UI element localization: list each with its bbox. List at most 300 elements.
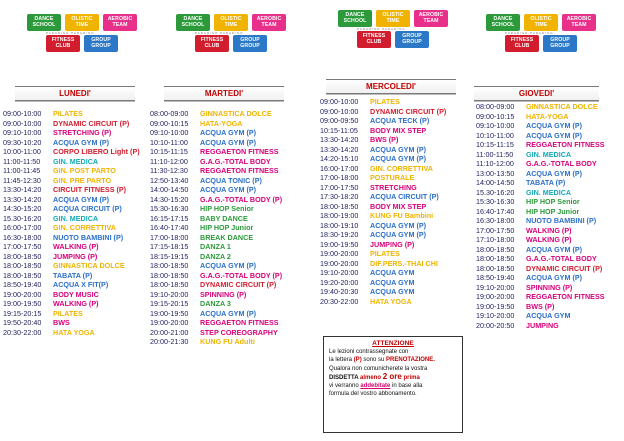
class-time: 18:50-19:40 [476, 273, 515, 282]
class-time: 08:00-09:00 [150, 109, 189, 118]
schedule-row [150, 214, 282, 224]
class-activity: ACQUA TECK (P) [370, 116, 430, 125]
schedule-row [320, 259, 446, 269]
class-time: 18:50-19:40 [3, 280, 42, 289]
schedule-row [320, 297, 446, 307]
class-time: 19:20-20:00 [320, 277, 359, 287]
class-activity: ACQUA X FIT(P) [53, 280, 109, 289]
class-time: 19:10-20:00 [320, 268, 359, 277]
class-activity: G.A.G.-TOTAL BODY [200, 156, 271, 166]
class-activity: BWS (P) [526, 301, 555, 311]
class-time: 16:30-18:00 [3, 232, 42, 242]
class-time: 18:00-18:50 [150, 261, 189, 270]
class-activity: STEP COREOGRAPHY [200, 327, 278, 337]
schedule-row [476, 321, 605, 331]
class-time: 09:10-10:00 [3, 128, 42, 137]
class-activity: DANZA 2 [200, 251, 231, 261]
class-time: 18:00-18:50 [3, 261, 42, 270]
schedule-row [320, 249, 446, 259]
class-time: 20:00-20:50 [476, 320, 515, 330]
schedule-row [150, 147, 282, 157]
schedule-row [150, 318, 282, 328]
schedule-row [320, 240, 446, 250]
schedule-row [476, 112, 605, 122]
class-time: 09:10-10:00 [476, 121, 515, 130]
brand-logo: AEROBIC TEAM [562, 14, 596, 31]
class-activity: ACQUA GYM (P) [526, 273, 583, 282]
brand-logo: AEROBIC TEAM [103, 14, 137, 31]
brand-logo: FITNESS CLUB [46, 35, 80, 52]
class-activity: DYNAMIC CIRCUIT (P) [526, 263, 603, 273]
class-activity: ACQUA GYM (P) [370, 230, 427, 239]
class-activity: ACQUA CIRCUIT (P) [53, 204, 122, 213]
class-time: 13:30-14:20 [320, 135, 359, 144]
schedule-row [150, 242, 282, 252]
class-activity: HATA-YOGA [200, 118, 243, 128]
class-activity: WALKING (P) [526, 235, 572, 244]
schedule-row [3, 214, 140, 224]
class-activity: ACQUA TONIC (P) [200, 175, 262, 185]
schedule-row [476, 169, 605, 179]
class-time: 15:30-16:30 [476, 197, 515, 206]
schedule-list [476, 102, 605, 330]
schedule-row [320, 107, 446, 117]
class-time: 20:30-22:00 [320, 296, 359, 306]
schedule-list [320, 97, 446, 306]
logo-group [27, 14, 165, 74]
schedule-row [320, 230, 446, 240]
logo-group [338, 10, 476, 70]
class-activity: GIN. PRE PARTO [53, 175, 112, 185]
class-activity: GIN. MEDICA [526, 149, 572, 159]
schedule-row [3, 166, 140, 176]
schedule-row [476, 311, 605, 321]
class-activity: HATA-YOGA [526, 111, 569, 121]
class-time: 10:10-11:00 [476, 130, 514, 140]
schedule-row [320, 126, 446, 136]
class-activity: GIN. MEDICA [526, 187, 572, 197]
class-activity: GIN. MEDICA [53, 156, 99, 166]
schedule-list [150, 109, 282, 347]
class-time: 11:10-12:00 [476, 159, 514, 168]
class-activity: SPINNING (P) [526, 282, 573, 292]
schedule-row [150, 176, 282, 186]
class-time: 19:00-20:00 [320, 249, 359, 258]
class-time: 14:30-15:20 [150, 194, 189, 204]
class-activity: DYNAMIC CIRCUIT (P) [370, 106, 447, 116]
class-activity: STRETCHING (P) [53, 128, 112, 137]
day-column-mercoledi [320, 10, 476, 306]
schedule-row [150, 204, 282, 214]
class-activity: TABATA (P) [526, 178, 566, 187]
schedule-row [3, 290, 140, 300]
notice-line: Le lezioni contrassegnate con [329, 349, 409, 356]
class-activity: ACQUA GYM (P) [526, 130, 583, 140]
schedule-row [320, 173, 446, 183]
class-activity: HIP HOP Junior [526, 206, 580, 216]
class-time: 09:00-10:15 [476, 111, 515, 121]
schedule-row [476, 178, 605, 188]
class-time: 13:30-14:20 [3, 185, 42, 194]
class-time: 11:30-12:30 [150, 166, 188, 175]
schedule-row [476, 197, 605, 207]
notice-line: Qualora non comunicherete la vostra [329, 365, 428, 372]
class-time: 18:00-18:50 [320, 201, 359, 211]
schedule-row [3, 176, 140, 186]
class-time: 09:00-10:00 [3, 109, 42, 118]
schedule-row [3, 242, 140, 252]
class-activity: ACQUA GYM (P) [200, 185, 257, 194]
class-time: 16:40-17:40 [476, 206, 515, 216]
class-time: 15.30-16:20 [3, 213, 42, 223]
class-activity: PILATES [53, 109, 83, 118]
brand-logo: OLISTIC TIME [376, 10, 410, 27]
day-header: GIOVEDI' [474, 86, 599, 101]
schedule-row [3, 138, 140, 148]
schedule-list [3, 109, 140, 337]
class-time: 18:00-19:10 [320, 220, 359, 230]
schedule-row [320, 154, 446, 164]
brand-logo: GROUP GROUP [84, 35, 118, 52]
schedule-row [150, 109, 282, 119]
class-activity: PILATES [53, 308, 83, 318]
class-activity: ACQUA GYM (P) [526, 121, 583, 130]
class-time: 20:00-21:30 [150, 337, 189, 346]
class-activity: G.A.G.-TOTAL BODY (P) [200, 270, 283, 280]
schedule-row [320, 278, 446, 288]
class-time: 10:15-11:15 [150, 147, 188, 156]
class-time: 19:00-19:50 [3, 299, 42, 308]
class-activity: GIN. CORRETTIVA [370, 163, 433, 173]
class-activity: HATA YOGA [370, 296, 412, 306]
class-activity: REGGAETON FITNESS [200, 147, 279, 156]
class-activity: REGGAETON FITNESS [526, 140, 605, 149]
class-time: 19:00-19:50 [320, 239, 359, 249]
brand-logo: OLISTIC TIME [214, 14, 248, 31]
brand-logo: GROUP GROUP [233, 35, 267, 52]
class-time: 18:00-18:50 [476, 244, 515, 254]
class-time: 16:40-17:40 [150, 223, 189, 232]
schedule-row [476, 159, 605, 169]
class-activity: REGGAETON FITNESS [200, 166, 279, 175]
class-activity: SPINNING (P) [200, 289, 247, 299]
class-time: 09:00-10:00 [3, 118, 42, 128]
class-time: 19:15-20:15 [150, 299, 189, 308]
brand-logo: GROUP GROUP [395, 31, 429, 48]
brand-logo: FITNESS CLUB [505, 35, 539, 52]
schedule-row [3, 309, 140, 319]
class-time: 15.30-16:20 [476, 187, 515, 197]
class-activity: ACQUA GYM (P) [526, 244, 583, 254]
class-time: 11:10-12:00 [150, 156, 188, 166]
schedule-row [150, 233, 282, 243]
class-activity: ACQUA GYM (P) [200, 308, 257, 318]
brand-logo: DANCE SCHOOL [176, 14, 210, 31]
schedule-row [320, 135, 446, 145]
day-column-lunedi [3, 14, 165, 337]
class-time: 10:15-11:05 [320, 125, 358, 135]
class-activity: DYNAMIC CIRCUIT (P) [53, 118, 130, 128]
class-time: 19:15-20:15 [3, 308, 42, 318]
brand-logo: GROUP GROUP [543, 35, 577, 52]
schedule-row [3, 271, 140, 281]
class-activity: JUMPING (P) [370, 239, 415, 249]
class-time: 18:15-19:15 [150, 251, 189, 261]
brand-logo: AEROBIC TEAM [414, 10, 448, 27]
schedule-row [476, 140, 605, 150]
class-activity: ACQUA GYM [370, 287, 415, 296]
brand-logo: FITNESS CLUB [195, 35, 229, 52]
class-time: 09:10-10:00 [150, 128, 189, 137]
class-time: 17:00-18:00 [150, 232, 189, 242]
class-time: 20:00-21:00 [150, 327, 189, 337]
class-activity: PILATES [370, 97, 400, 106]
class-activity: G.A.G.-TOTAL BODY [526, 254, 597, 263]
logo-group [486, 14, 624, 74]
class-time: 19:00-20:00 [3, 289, 42, 299]
class-time: 19:00-19:50 [150, 308, 189, 318]
class-time: 16:30-18:00 [476, 216, 515, 225]
schedule-row [150, 138, 282, 148]
brand-tagline: PARADISO PARADISO [357, 27, 406, 31]
schedule-row [3, 185, 140, 195]
schedule-row [150, 166, 282, 176]
schedule-row [476, 254, 605, 264]
schedule-row [150, 252, 282, 262]
class-activity: ACQUA GYM (P) [370, 220, 427, 230]
class-time: 13:30-14:20 [3, 194, 42, 204]
schedule-row [320, 221, 446, 231]
class-time: 19:00-20:00 [150, 318, 189, 327]
schedule-row [476, 207, 605, 217]
schedule-row [150, 299, 282, 309]
class-activity: JUMPING (P) [53, 251, 98, 261]
class-time: 19:10-20:00 [476, 282, 515, 292]
schedule-row [476, 292, 605, 302]
class-time: 18:00-18:50 [3, 270, 42, 280]
class-activity: NUOTO BAMBINI (P) [53, 232, 124, 242]
class-activity: POSTURALE [370, 173, 415, 182]
class-time: 09:30-10:20 [3, 137, 42, 147]
class-activity: BODY MIX STEP [370, 125, 427, 135]
day-column-giovedi [474, 14, 624, 330]
class-activity: ACQUA GYM [370, 268, 415, 277]
class-time: 17:00-17:50 [3, 242, 42, 251]
class-activity: ACQUA GYM (P) [53, 194, 110, 204]
class-activity: ACQUA GYM (P) [370, 154, 427, 163]
class-time: 18:00-18:50 [476, 254, 515, 263]
class-time: 16:00-17:00 [320, 163, 359, 173]
schedule-row [476, 245, 605, 255]
class-time: 09:00-09:50 [320, 116, 359, 125]
class-activity: HIP HOP Senior [526, 197, 580, 206]
class-time: 13:30-14:20 [320, 144, 359, 154]
schedule-row [476, 283, 605, 293]
schedule-row [3, 318, 140, 328]
class-activity: BWS (P) [370, 135, 399, 144]
schedule-row [476, 273, 605, 283]
class-activity: DIF.PERS.-THAI CHI [370, 258, 438, 268]
class-activity: GINNASTICA DOLCE [526, 102, 598, 111]
logo-group [176, 14, 314, 74]
schedule-row [476, 226, 605, 236]
class-time: 16:00-17:00 [3, 223, 42, 232]
schedule-row [150, 195, 282, 205]
class-activity: WALKING (P) [53, 242, 99, 251]
schedule-row [3, 109, 140, 119]
class-activity: HIP HOP Junior [200, 223, 254, 232]
class-time: 19:40-20:30 [320, 287, 359, 296]
schedule-row [3, 233, 140, 243]
class-activity: G.A.G.-TOTAL BODY (P) [200, 194, 283, 204]
class-time: 18:30-19:20 [320, 230, 359, 239]
schedule-row [150, 328, 282, 338]
class-activity: WALKING (P) [53, 299, 99, 308]
schedule-row [476, 131, 605, 141]
class-time: 17:00-17:50 [476, 225, 515, 235]
brand-logo: DANCE SCHOOL [27, 14, 61, 31]
class-activity: G.A.G.-TOTAL BODY [526, 159, 597, 168]
class-time: 12:50-13:40 [150, 175, 189, 185]
class-activity: BODY MIX STEP [370, 201, 427, 211]
class-time: 19:10-20:00 [476, 311, 515, 320]
class-time: 09:00-10:00 [320, 106, 359, 116]
schedule-row [150, 223, 282, 233]
schedule-row [320, 145, 446, 155]
schedule-row [3, 195, 140, 205]
class-activity: ACQUA GYM (P) [200, 261, 257, 270]
class-activity: BABY DANCE [200, 213, 248, 223]
schedule-row [320, 287, 446, 297]
class-time: 18:00-19:00 [320, 211, 359, 220]
schedule-row [150, 157, 282, 167]
schedule-row [150, 185, 282, 195]
class-time: 10:00-11:00 [3, 147, 41, 156]
schedule-row [150, 290, 282, 300]
class-time: 20:30-22:00 [3, 327, 42, 337]
class-time: 17:00-18:00 [320, 173, 359, 182]
class-time: 10:10-11:00 [150, 137, 188, 147]
class-activity: KUNG FU Bambini [370, 211, 434, 220]
class-activity: ACQUA CIRCUIT (P) [370, 192, 439, 201]
class-activity: DANZA 3 [200, 299, 231, 308]
class-time: 19:10-20:00 [150, 289, 189, 299]
class-activity: REGGAETON FITNESS [526, 292, 605, 301]
schedule-row [150, 128, 282, 138]
class-activity: PILATES [370, 249, 400, 258]
schedule-row [476, 302, 605, 312]
class-time: 19:00-19:50 [476, 301, 515, 311]
brand-logo: OLISTIC TIME [65, 14, 99, 31]
schedule-row [476, 121, 605, 131]
class-time: 14:30-15:20 [3, 204, 42, 213]
class-activity: DANZA 1 [200, 242, 231, 251]
class-time: 14:00-14:50 [150, 185, 189, 194]
brand-logo: FITNESS CLUB [357, 31, 391, 48]
schedule-row [320, 183, 446, 193]
class-activity: CIRCUIT FITNESS (P) [53, 185, 127, 194]
class-time: 08:00-09:00 [476, 102, 515, 111]
schedule-row [150, 280, 282, 290]
class-activity: GIN. MEDICA [53, 213, 99, 223]
class-activity: DYNAMIC CIRCUIT (P) [200, 280, 277, 289]
class-time: 18:00-18:50 [150, 270, 189, 280]
day-column-martedi [150, 14, 314, 346]
class-time: 11:00-11:50 [3, 156, 41, 166]
schedule-row [320, 211, 446, 221]
class-activity: ACQUA GYM (P) [370, 144, 427, 154]
class-time: 19:50-20:40 [3, 318, 42, 327]
class-activity: CORPO LIBERO Light (P) [53, 147, 140, 156]
class-activity: HATA YOGA [53, 327, 95, 337]
class-time: 11:00-11:45 [3, 166, 41, 175]
schedule-row [320, 97, 446, 107]
class-time: 09:00-10:00 [320, 97, 359, 106]
schedule-row [3, 157, 140, 167]
class-activity: ACQUA GYM (P) [53, 137, 110, 147]
class-time: 17:15-18:15 [150, 242, 189, 251]
schedule-row [476, 150, 605, 160]
class-activity: TABATA (P) [53, 270, 93, 280]
class-time: 13:00-13:50 [476, 168, 515, 178]
schedule-row [320, 164, 446, 174]
class-time: 14:00-14:50 [476, 178, 515, 187]
brand-tagline: PARADISO PARADISO [505, 31, 554, 35]
notice-line: formula del vostro abbonamento. [329, 391, 417, 398]
notice-line: la lettera (P) sono su PRENOTAZIONE. [329, 357, 435, 364]
class-time: 18:00-18:50 [150, 280, 189, 289]
class-time: 18:00-18:50 [3, 251, 42, 261]
class-activity: ACQUA GYM [370, 277, 415, 287]
schedule-row [3, 223, 140, 233]
class-time: 16:15-17:15 [150, 213, 189, 223]
class-activity: NUOTO BAMBINI (P) [526, 216, 597, 225]
brand-logo: OLISTIC TIME [524, 14, 558, 31]
schedule-row [3, 261, 140, 271]
schedule-row [150, 337, 282, 347]
schedule-row [3, 280, 140, 290]
class-time: 18:00-18:50 [476, 263, 515, 273]
schedule-row [476, 102, 605, 112]
class-time: 17:30-18:20 [320, 192, 359, 201]
class-activity: GIN. POST PARTO [53, 166, 116, 175]
schedule-row [3, 328, 140, 338]
brand-logo: DANCE SCHOOL [486, 14, 520, 31]
class-activity: BREAK DANCE [200, 232, 254, 242]
schedule-row [476, 216, 605, 226]
day-header: MERCOLEDI' [326, 79, 456, 94]
brand-logo: DANCE SCHOOL [338, 10, 372, 27]
class-activity: GINNASTICA DOLCE [53, 261, 125, 270]
class-time: 17:10-18:00 [476, 235, 515, 244]
class-activity: GIN. CORRETTIVA [53, 223, 116, 232]
brand-tagline: PARADISO PARADISO [195, 31, 244, 35]
brand-tagline: PARADISO PARADISO [46, 31, 95, 35]
class-activity: BODY MUSIC [53, 289, 99, 299]
schedule-row [3, 128, 140, 138]
schedule-row [476, 235, 605, 245]
schedule-row [320, 268, 446, 278]
schedule-row [320, 202, 446, 212]
day-header: MARTEDI' [164, 86, 284, 101]
class-activity: ACQUA GYM (P) [200, 128, 257, 137]
schedule-row [150, 309, 282, 319]
schedule-row [150, 119, 282, 129]
brand-logo: AEROBIC TEAM [252, 14, 286, 31]
class-time: 19:00-20:00 [320, 258, 359, 268]
schedule-row [150, 261, 282, 271]
class-time: 15:30-16:30 [150, 204, 189, 213]
